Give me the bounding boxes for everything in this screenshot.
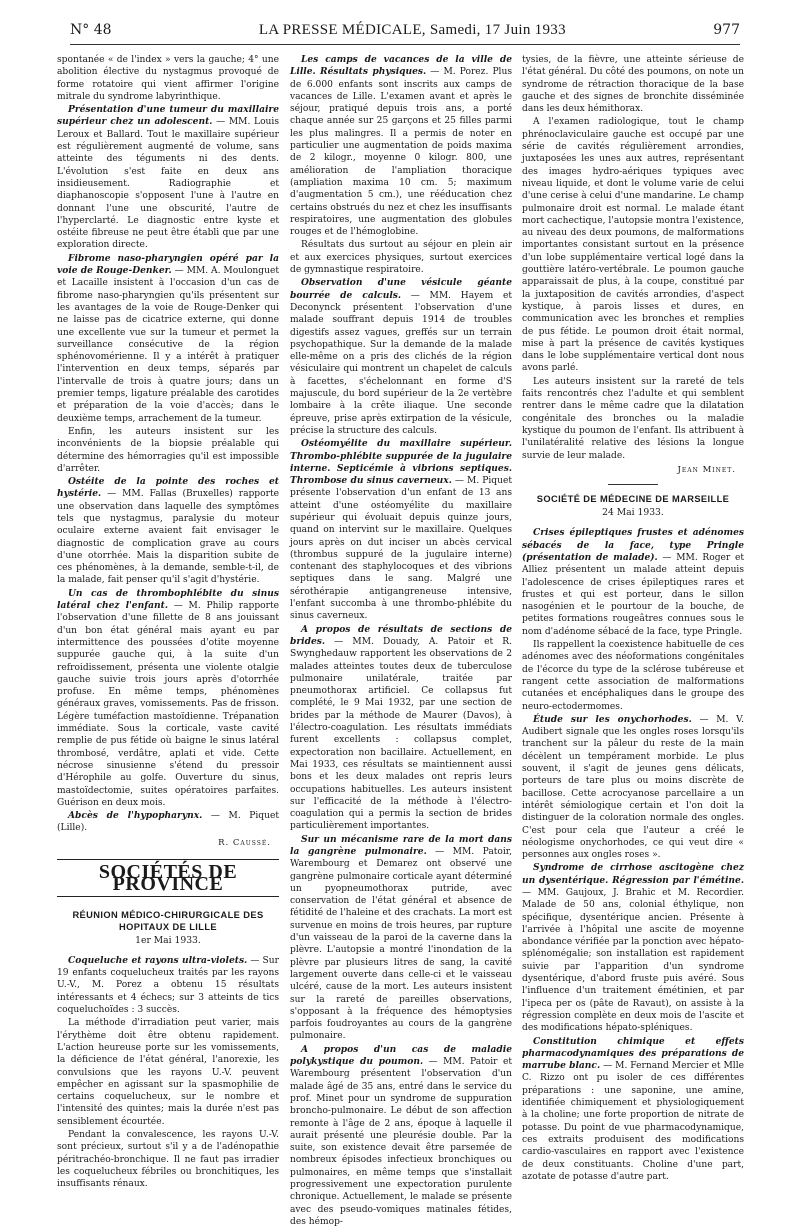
page-header [70,22,740,45]
divider [608,484,658,485]
article [290,438,512,622]
article [290,624,512,833]
article-title: A propos de résultats de sections de brides. [290,623,512,647]
article-body: — MM. Hayem et Deconynck présentent l'observation d'une malade souffrant depuis 1914 de troubles digestifs assez vagues, greffés sur un terrain psychopathique. Sur la demande de la malade elle-même on a pris des clichés de la région vésiculaire qui montrent un chapelet de calculs à facettes, s'échelonnant en forme d'S majuscule, du bord supérieur de la 2e vertèbre lombaire à la crête iliaque. Une seconde épreuve, prise après extirpation de la vésicule, précise la structure des calculs. [290,290,512,436]
page-number: 977 [713,22,740,38]
section-banner: SOCIÉTÉS DE PROVINCE [57,859,279,897]
article-title: Crises épileptiques frustes et adénomes sébacés de la face, type Pringle (présentation de malade). [522,527,744,563]
column-3 [522,54,744,1184]
article-body: — M. V. Audibert signale que les ongles roses lorsqu'ils tranchent sur la pâleur du reste de la main décèlent un tempérament morbide. Le plus souvent, il s'agit de jeunes gens délicats, porteurs de tare plus ou moins discrète de bacillose. Cette acrocyanose parcellaire a un intérêt sémiologique certain et l'on doit la distinguer de la coloration normale des ongles. C'est pour cela que l'auteur a créé le néologisme onychorhodes, ce qui veut dire « personnes aux ongles roses ». [522,714,744,861]
article-body: — MM. Louis Leroux et Ballard. Tout le maxillaire supérieur est régulièrement augmenté de volume, sans atteinte des téguments ni des dents. L'évolution s'est faite en deux ans insidieusement. Radiographie et diaphanoscopie s'opposent l'une à l'autre en donnant l'une une obscurité, l'autre de l'hyperclarté. Le diagnostic entre kyste et ostéite fibreuse ne peut être établi que par une exploration directe. [57,117,279,251]
article-body: — MM. A. Moulonguet et Lacaille insistent à l'occasion d'un cas de fibrome naso-pharyngien qu'ils présentent sur les avantages de la voie de Rouge-Denker qui ne laisse pas de cicatrice externe, qui donne une excellente vue sur la tumeur et permet la surveillance consécutive de la région sphénovomérienne. Il y a intérêt à pratiquer l'intervention en deux temps, séparés par l'intervalle de trois à quatre jours; dans un premier temps, ligature préalable des carotides et préparation de la voie d'accès; dans le deuxième temps, arrachement de la tumeur. [57,266,279,424]
article-body: — MM. Roger et Alliez présentent un malade atteint depuis l'adolescence de crises épileptiques rares et frustes et qui est porteur, dans le sillon nasogénien et le pourtour de la bouche, de petites formations rougeâtres connues sous le nom d'adénome sébacé de la face, type Pringle. [522,552,744,637]
article [290,1044,512,1228]
paragraph: Ils rappellent la coexistence habituelle de ces adénomes avec des néoformations congénitales de l'écorce du type de la sclérose tubéreuse et rangent cette association de malformations cutanées et encéphaliques dans le groupe des neuro-ectodermomes. [522,640,744,712]
article-title: Fibrome naso-pharyngien opéré par la voie de Rouge-Denker. [57,252,279,277]
article-title: Ostéomyélite du maxillaire supérieur. Thrombo-phlébite suppurée de la jugulaire interne. Septicémie à vibrions septiques. Thrombose du sinus caverneux. [290,438,512,487]
article-body: — M. Fernand Mercier et Mlle C. Rizzo ont pu isoler de ces différentes préparations : une saponine, une amine, identifiée chimiquement et physiologiquement à la choline; une forte proportion de nitrate de potasse. Du point de vue pharmacodynamique, ces extraits produisent des modifications cardio-vasculaires en rapport avec l'existence de deux constituants. Choline d'une part, azotate de potasse d'autre part. [522,1061,745,1182]
paragraph: Les auteurs insistent sur la rareté de tels faits rencontrés chez l'adulte et qui semblent rentrer dans le même cadre que la dilatation congénitale des bronches ou la maladie kystique du poumon de l'enfant. Ils attribuent à l'unilatéralité relative des lésions la longue survie de leur malade. [522,376,744,461]
paragraph: tysies, de la fièvre, une atteinte sérieuse de l'état général. Du côté des poumons, on note un syndrome de rétraction thoracique de la base gauche et des signes de bronchite disséminée dans les deux hémithorax. [522,55,744,115]
article-title: Syndrome de cirrhose ascitogène chez un dysentérique. Régression par l'émétine. [522,862,744,886]
article [290,834,512,1043]
article [57,810,279,835]
signature: Jean Minet. [677,464,736,475]
article [290,54,512,238]
article-title: Présentation d'une tumeur du maxillaire supérieur chez un adolescent. [57,104,279,128]
paragraph: Pendant la convalescence, les rayons U.-V. sont précieux, surtout s'il y a de l'adénopathie péritrachéo-bronchique. Il ne faut pas irradier les coquelucheux fébriles ou bronchitiques, les insuffisants rénaux. [57,1130,279,1190]
article [522,1036,744,1184]
column-1 [57,54,279,1192]
article-title: Sur un mécanisme rare de la mort dans la gangrène pulmonaire. [290,833,512,857]
article [57,104,279,252]
society-heading: RÉUNION MÉDICO-CHIRURGICALE DES HOPITAUX DE LILLE [72,909,264,932]
article-title: Abcès de l'hypopharynx. [68,810,203,822]
paragraph: Résultats dus surtout au séjour en plein air et aux exercices physiques, surtout exercices de gymnastique respiratoire. [290,240,512,276]
paragraph: La méthode d'irradiation peut varier, mais l'érythème doit être obtenu rapidement. L'action heureuse porte sur les vomissements, la déficience de l'état général, l'anorexie, les convulsions que les rayons U.-V. peuvent empêcher en agissant sur la spasmophilie de certains coquelucheux, sur le nombre et l'intensité des quintes; mais la durée n'est pas sensiblement écourtée. [57,1018,279,1127]
article-body: — M. Porez. Plus de 6.000 enfants sont inscrits aux camps de vacances de Lille. L'examen avant et après le séjour, pratiqué depuis trois ans, a porté chaque année sur 25 garçons et 25 filles parmi les plus malingres. Il a permis de noter en particulier une augmentation de poids maxima de 2 kilogr., moyenne 0 kilogr. 800, une amélioration de l'ampliation thoracique (ampliation maxima 10 cm. 5; maximum d'augmentation 5 cm.), une rééducation chez certains obstrués du nez et chez les insuffisants respiratoires, une augmentation des globules rouges et de l'hémoglobine. [290,67,512,238]
paragraph: spontanée « de l'index » vers la gauche; 4° une abolition élective du nystagmus provoqué de forme rotatoire qui vient affirmer l'origine mitrale du syndrome labyrinthique. [57,55,279,102]
article [290,277,512,437]
article [57,588,279,809]
article-body: — M. Piquet présente l'observation d'un enfant de 13 ans atteint d'une ostéomyélite du maxillaire supérieur qui évoluait depuis quinze jours, quand on intervint sur le maxillaire. Quelques jours après on dut inciser un abcès cervical (thrombus suppuré de la jugulaire interne) contenant des staphylocoques et des vibrions septiques dans le sang. Malgré une sérothérapie antigangreneuse intensive, l'enfant succomba à une thrombo-phlébite du sinus caverneux. [290,476,512,622]
article [522,527,744,638]
article-body: — MM. Douady, A. Patoir et R. Swynghedauw rapportent les observations de 2 malades atteintes toutes deux de tuberculose pulmonaire unilatérale, traitée par pneumothorax artificiel. Ce collapsus fut complété, le 9 Mai 1932, par une section de brides par la méthode de Maurer (Davos), à l'électro-coagulation. Les résultats immédiats furent excellents : collapsus complet, expectoration non bacillaire. Actuellement, en Mai 1933, ces résultats se maintiennent aussi bons et les deux malades ont repris leurs occupations habituelles. Les auteurs insistent sur l'efficacité de la méthode à l'électro-coagulation qui a permis la section de brides particulièrement importantes. [290,636,512,832]
article-title: Coqueluche et rayons ultra-violets. [68,954,248,966]
article-body: — M. Philip rapporte l'observation d'une fillette de 8 ans jouissant d'un bon état général mais ayant eu par intermittence des poussées d'otite moyenne suppurée gauche qui, à la suite d'un refroidissement, présenta une violente otalgie gauche suivie trois jours après d'otorrhée profuse. En même temps, phénomènes généraux graves, vomissements. Pas de frisson. Légère tuméfaction mastoïdienne. Trépanation immédiate. Sous la corticale, vaste cavité remplie de pus fétide où baigne le sinus latéral thrombosé, verdâtre, aplati et vide. Cette nécrose sinusienne s'étend du pressoir d'Hérophile au golfe. Ouverture du sinus, mastoïdectomie, suites opératoires parfaites. Guérison en deux mois. [57,601,279,808]
article-body: — Sur 19 enfants coquelucheux traités par les rayons U.-V., M. Porez a obtenu 15 résultats intéressants et 4 échecs; sur 3 atteints de tics coqueluchoïdes : 3 succès. [57,955,279,1016]
article-body: — M. Piquet (Lille). [57,811,279,834]
session-date: 24 Mai 1933. [602,507,664,519]
article [522,862,744,1034]
article-title: A propos d'un cas de maladie polykystique du poumon. [290,1043,512,1068]
society-heading: SOCIÉTÉ DE MÉDECINE DE MARSEILLE [536,494,730,505]
article-title: Étude sur les onychorhodes. [533,713,692,725]
article-title: Les camps de vacances de la ville de Lille. Résultats physiques. [290,54,512,78]
article-body: — MM. Patoir et Warembourg présentent l'observation d'un malade âgé de 35 ans, entré dans le service du prof. Minet pour un syndrome de suppuration broncho-pulmonaire. Le début de son affection remonte à l'âge de 2 ans, époque à laquelle il aurait présenté une pleurésie double. Par la suite, son existence devait être parsemée de nombreux épisodes infectieux bronchiques ou pulmonaires, en même temps que s'installait progressivement une expectoration purulente chronique. Actuellement, le malade se présente avec des pseudo-vomiques matinales fétides, des hémop- [290,1057,512,1227]
paragraph: Enfin, les auteurs insistent sur les inconvénients de la biopsie préalable qui détermine des hémorragies qu'il est impossible d'arrêter. [57,426,279,474]
article-title: Observation d'une vésicule géante bourrée de calculs. [290,277,512,301]
article [522,714,744,862]
article-body: — MM. Patoir, Warembourg et Demarez ont observé une gangrène pulmonaire corticale ayant déterminé un pyopneumothorax putride, avec conservation de l'état général et absence de fétidité de l'haleine et des crachats. La mort est survenue en moins de trois heures, par rupture d'un vaisseau de la paroi de la caverne dans la plèvre. L'autopsie a montré l'inondation de la plèvre par plusieurs litres de sang, la cavité largement ouverte dans celle-ci et le vaisseau ulcéré, cause de la mort. Les auteurs insistent sur la rareté de pareilles observations, s'opposant à la fréquence des hémoptysies parfois foudroyantes au cours de la gangrène pulmonaire. [290,847,513,1042]
article [57,955,279,1016]
article-body: — MM. Gaujoux, J. Brahic et M. Recordier. Malade de 50 ans, colonial éthylique, non spécifique, dysentérique ancien. Présente à l'arrivée à l'hôpital une ascite de moyenne abondance vérifiée par la ponction avec hépato-splénomégalie; son installation est rapidement suivie par l'apparition d'un syndrome dysentérique, d'abord fruste puis avéré. Sous l'influence d'un traitement émétinien, et par l'ipeca per os (pâte de Ravaut), on assiste à la régression complète en deux mois de l'ascite et des modifications hépato-spléniques. [522,888,744,1034]
article-title: Constitution chimique et effets pharmacodynamiques des préparations de marrube blanc. [522,1035,744,1072]
article [57,253,279,425]
issue-number: N° 48 [70,22,112,38]
article [57,476,279,587]
article-body: — MM. Fallas (Bruxelles) rapporte une observation dans laquelle des symptômes tels que nystagmus, paralysie du moteur oculaire externe avaient fait envisager le diagnostic de complication grave au cours d'une otorrhée. Mais la disparition subite de ces phénomènes, à la demande, semble-t-il, de la malade, fait penser qu'il s'agit d'hystérie. [57,489,279,586]
session-date: 1er Mai 1933. [135,934,201,946]
column-2 [290,54,512,1229]
article-title: Ostéite de la pointe des roches et hystérie. [57,476,279,500]
journal-title: LA PRESSE MÉDICALE, Samedi, 17 Juin 1933 [258,22,566,38]
signature: R. Caussé. [218,837,271,848]
article-title: Un cas de thrombophlébite du sinus latéral chez l'enfant. [57,587,279,612]
paragraph: A l'examen radiologique, tout le champ phrénoclaviculaire gauche est occupé par une série de cavités régulièrement arrondies, juxtaposées les unes aux autres, représentant des images hydro-aériques typiques avec niveau liquide, et dont le volume varie de celui d'une cerise à celui d'une mandarine. Le champ pulmonaire droit est normal. Le malade étant mort cachectique, l'autopsie montra l'existence, au niveau des deux poumons, de malformations importantes consistant surtout en la présence d'un lobe supplémentaire vertical logé dans la gouttière latéro-vertébrale. Le poumon gauche apparaissait de plus, à la coupe, constitué par la juxtaposition de cavités arrondies, d'aspect kystique, à parois lisses et dures, en communication avec les bronches et remplies de pus fétide. Le poumon droit était normal, mise à part la présence de cavités kystiques dans le lobe supplémentaire vertical dont nous avons parlé. [522,117,744,374]
